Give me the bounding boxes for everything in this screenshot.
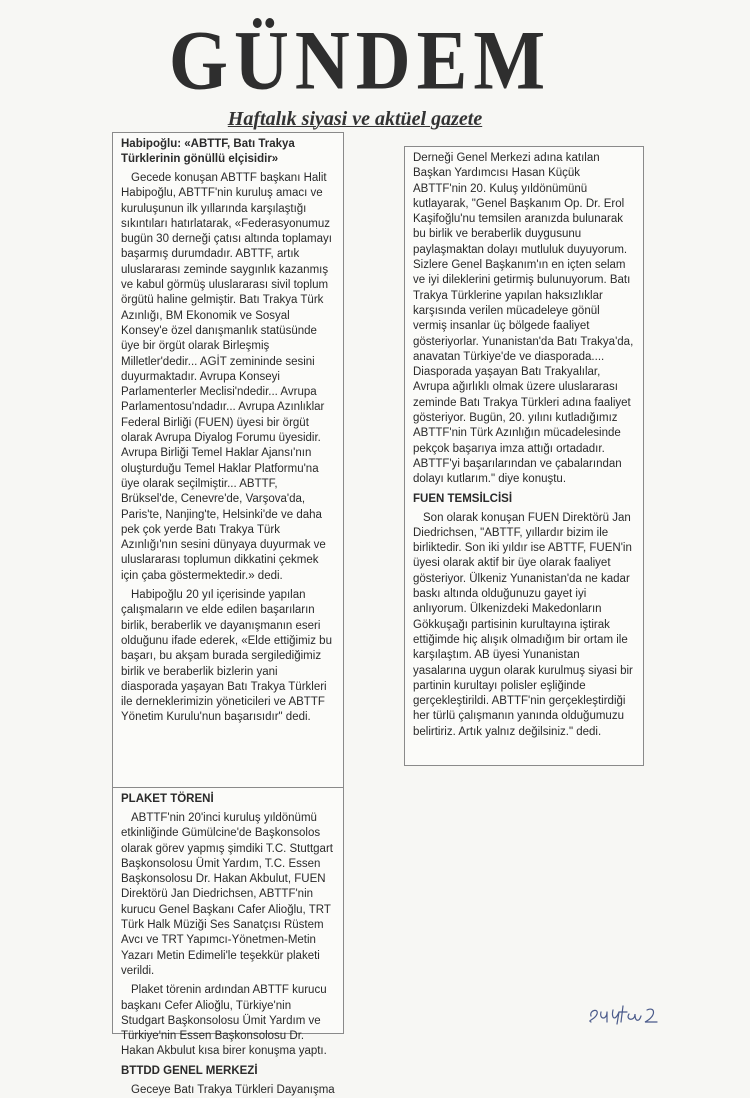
article-paragraph: ABTTF'nin 20'inci kuruluş yıldönümü etkinliğinde Gümülcine'de Başkonsolos olarak görev yapmış şimdiki T.C. Stuttgart Başkonsolosu Ümit Yardım, T.C. Essen Başkonsolosu Dr. Hakan Akbulut, FUEN Direktörü Jan Diedrichsen, ABTTF'nin kurucu Genel Başkanı Cafer Alioğlu, TRT Türk Halk Müziği Ses Sanatçısı Rüstem Avcı ve TRT Yapımcı-Yönetmen-Metin Yazarı Metin Edimeli'le teşekkür plaketi verildi.: [121, 812, 333, 977]
article-clipping-left-bottom: [112, 788, 344, 1096]
article-paragraph: Habipoğlu 20 yıl içerisinde yapılan çalışmaların ve elde edilen başarıların birlik, beraberlik ve dayanışmanın eseri olduğunu ifade ederek, «Elde ettiğimiz bu başarı, bu akşam burada sergilediğimiz birlik ve beraberlik bizlerin yani diasporada yaşayan Batı Trakya Türkleri ile derneklerimizin yöneticileri ve ABTTF Yönetim Kurulu'nun başarısıdır" dedi.: [121, 589, 332, 724]
section-heading-plaket: PLAKET TÖRENİ: [121, 793, 214, 805]
article-clipping-left-top: [112, 132, 344, 788]
article-clipping-right: [404, 146, 644, 766]
article-paragraph: Geceye Batı Trakya Türkleri Dayanışma: [131, 1083, 335, 1096]
section-heading-fuen: FUEN TEMSİLCİSİ: [413, 492, 513, 505]
handwritten-page-mark: [585, 998, 665, 1026]
newspaper-subtitle: Haftalık siyasi ve aktüel gazete: [227, 108, 483, 130]
article-paragraph: Son olarak konuşan FUEN Direktörü Jan Diedrichsen, "ABTTF, yıllardır bizim ile birliktedir. Son iki yıldır ise ABTTF, FUEN'in üyesi olarak aktif bir üye olarak faaliyet gösteriyor. Ülkeniz Yunanistan'da ne kadar baskı altında olduğunuzu gayet iyi anlıyorum. Ülkenizdeki Makedonların Gökkuşağı partisinin kurultayına iştirak ettiğimde hiç alışık olmadığım bir ortam ile karşılaştım. AB üyesi Yunanistan yasalarına uygun olarak kurulmuş siyasi bir partinin kurultayı polisler eşliğinde gerçekleştirildi. ABTTF'nin gerçekleştirdiği her türlü çalışmanın yanında olduğumuzu belirtiriz. Artık yalnız değilsiniz." dedi.: [413, 511, 633, 738]
newspaper-masthead: GÜNDEM: [168, 13, 552, 108]
article-paragraph: Gecede konuşan ABTTF başkanı Halit Habipoğlu, ABTTF'nin kuruluş amacı ve kuruluşunun ilk yıllarında karşılaştığı sıkıntıları hatırlatarak, «Federasyonumuz bugün 30 derneği çatısı altında toplamayı başarmış durumdadır. ABTTF, artık uluslararası zeminde saygınlık kazanmış ve kabul görmüş uluslararası sivil toplum örgütü haline gelmiştir. Batı Trakya Türk Azınlığı, BM Ekonomik ve Sosyal Konsey'e özel danışmanlık statüsünde üye bir örgüt olarak Birleşmiş Milletler'dedir... AGİT zemininde sesini duyurmaktadır. Avrupa Konseyi Parlamenterler Meclisi'ndedir... Avrupa Parlamentosu'ndadır... Avrupa Azınlıklar Federal Birliği (FUEN) üyesi bir örgüt olarak Avrupa Diyalog Forumu üyesidir. Avrupa Birliği Temel Haklar Ajansı'nın oluşturduğu Temel Haklar Platformu'na üye olarak seçilmiştir... ABTTF, Brüksel'de, Cenevre'de, Varşova'da, Paris'te, Nanjing'te, Helsinki'de ve daha pek çok yerde Batı Trakya Türk Azınlığı'nın sesini dünyaya duyurmak ve uluslararası toplumun dikkatini çekmek için çaba göstermektedir.» dedi.: [121, 172, 332, 582]
article-heading: Habipoğlu: «ABTTF, Batı Trakya Türklerinin gönüllü elçisidir»: [121, 138, 295, 165]
article-paragraph: Derneği Genel Merkezi adına katılan Başkan Yardımcısı Hasan Küçük ABTTF'nin 20. Kuluş yıldönümünü kutlayarak, "Genel Başkanım Op. Dr. Erol Kaşifoğlu'nu temsilen aranızda bulunarak bu birlik ve beraberlik duygusunu paylaşmaktan dolayı mutluluk duyuyorum. Sizlere Genel Başkanım'ın en içten selam ve iyi dileklerini getirmiş bulunuyorum. Batı Trakya Türklerine yapılan haksızlıklar karşısında verilen mücadeleye gönül vermiş insanlar üç bölgede faaliyet gösteriyorlar. Yunanistan'da Batı Trakya'da, anavatan Türkiye'de ve diasporada.... Diasporada yaşayan Batı Trakyalılar, Avrupa ağırlıklı olmak üzere uluslararası zeminde Batı Trakya Türkleri adına faaliyet gösteriyor. Bugün, 20. yılını kutladığımız ABTTF'nin Türk Azınlığın mücadelesinde pekçok başarıya imza attığı ortadadır. ABTTF'yi başarılarından ve çabalarından dolayı kutlarım." diye konuştu.: [413, 152, 634, 486]
article-paragraph: Plaket törenin ardından ABTTF kurucu başkanı Cefer Alioğlu, Türkiye'nin Studgart Başkonsolosu Ümit Yardım ve Türkiye'nin Essen Başkonsolosu Dr. Hakan Akbulut kısa birer konuşma yaptı.: [121, 984, 327, 1058]
section-heading-bttdd: BTTDD GENEL MERKEZİ: [121, 1064, 258, 1077]
